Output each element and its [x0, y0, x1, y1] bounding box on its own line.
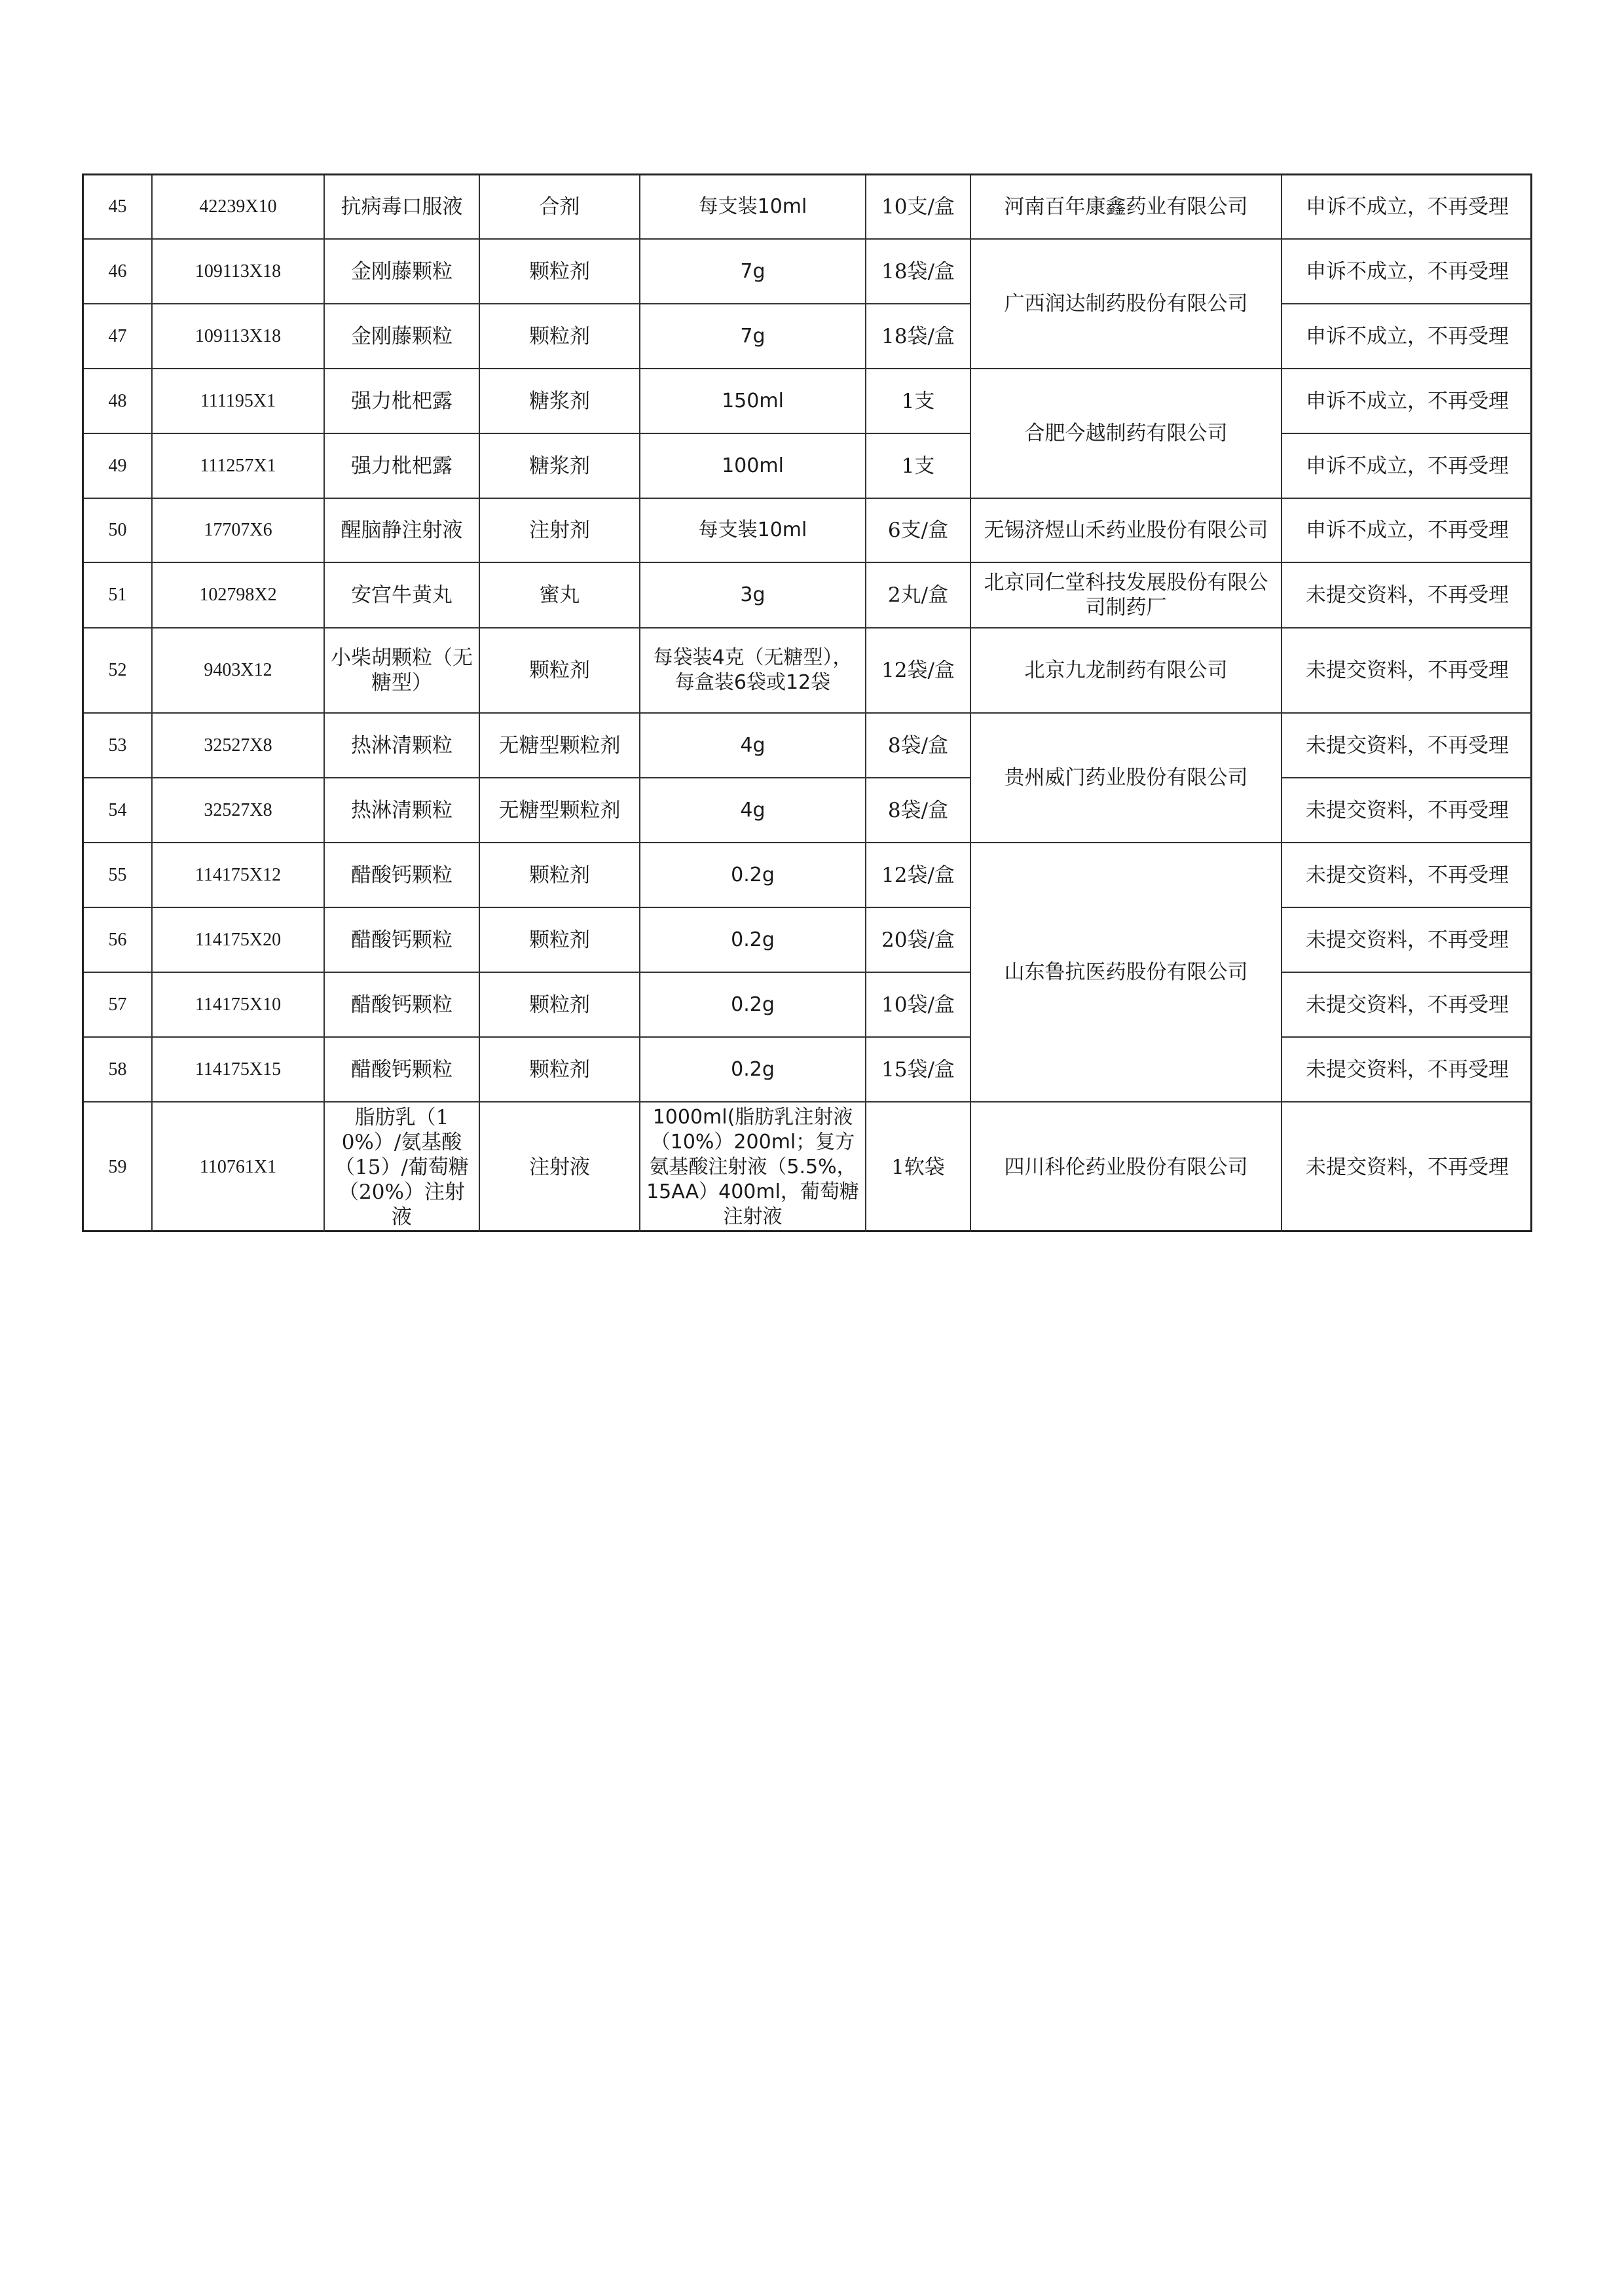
spec-text: 4g [740, 733, 766, 757]
pack-text: 1支 [901, 389, 935, 413]
form-text: 糖浆剂 [529, 454, 590, 478]
no-text: 46 [108, 261, 127, 282]
spec-text: 1000ml(脂肪乳注射液（10%）200ml；复方氨基酸注射液（5.5%，15AA）400ml，葡萄糖注射液 [646, 1106, 859, 1228]
company-text: 四川科伦药业股份有限公司 [1004, 1156, 1248, 1179]
name-text: 小柴胡颗粒（无糖型） [331, 646, 473, 695]
cell-form [480, 908, 640, 973]
name-text: 醋酸钙颗粒 [351, 928, 452, 952]
no-text: 48 [108, 390, 127, 411]
result-text: 申诉不成立，不再受理 [1306, 195, 1509, 219]
form-text: 颗粒剂 [529, 659, 590, 682]
cell-spec [640, 563, 866, 629]
cell-pack [866, 369, 971, 434]
result-text: 未提交资料，不再受理 [1306, 583, 1509, 607]
company-text: 北京九龙制药有限公司 [1024, 659, 1228, 682]
cell-result [1282, 778, 1532, 843]
cell-form [480, 778, 640, 843]
no-text: 54 [108, 799, 127, 820]
result-text: 未提交资料，不再受理 [1306, 659, 1509, 682]
name-text: 脂肪乳（10%）/氨基酸（15）/葡萄糖（20%）注射液 [335, 1106, 469, 1229]
cell-result [1282, 908, 1532, 973]
cell-spec [640, 1038, 866, 1102]
code-text: 114175X15 [194, 1059, 282, 1080]
cell-form [480, 843, 640, 908]
cell-no [84, 908, 153, 973]
code-text: 111195X1 [200, 390, 276, 411]
cell-code [153, 175, 325, 240]
cell-code [153, 563, 325, 629]
no-text: 51 [108, 585, 127, 605]
cell-form [480, 1038, 640, 1102]
spec-text: 7g [740, 259, 766, 283]
cell-pack [866, 843, 971, 908]
name-text: 强力枇杷露 [351, 389, 452, 413]
company-text: 河南百年康鑫药业有限公司 [1004, 195, 1248, 219]
form-text: 无糖型颗粒剂 [498, 798, 621, 822]
result-text: 未提交资料，不再受理 [1306, 798, 1509, 822]
cell-result [1282, 240, 1532, 304]
spec-text: 100ml [722, 454, 784, 477]
cell-name [325, 434, 480, 499]
cell-form [480, 434, 640, 499]
cell-pack [866, 434, 971, 499]
cell-spec [640, 434, 866, 499]
cell-form [480, 304, 640, 369]
cell-result [1282, 629, 1532, 714]
form-text: 颗粒剂 [529, 863, 590, 887]
cell-pack [866, 175, 971, 240]
no-text: 58 [108, 1059, 127, 1080]
form-text: 颗粒剂 [529, 993, 590, 1017]
spec-text: 150ml [722, 389, 784, 412]
no-text: 56 [108, 929, 127, 950]
pack-text: 1支 [901, 454, 935, 478]
cell-code [153, 304, 325, 369]
cell-pack [866, 1102, 971, 1232]
cell-spec [640, 778, 866, 843]
cell-code [153, 434, 325, 499]
no-text: 57 [108, 994, 127, 1015]
cell-no [84, 629, 153, 714]
cell-result [1282, 369, 1532, 434]
cell-spec [640, 843, 866, 908]
cell-spec [640, 369, 866, 434]
cell-form [480, 714, 640, 778]
code-text: 109113X18 [194, 261, 282, 282]
form-text: 注射剂 [529, 519, 590, 542]
cell-no [84, 499, 153, 563]
company-text: 广西润达制药股份有限公司 [1004, 292, 1248, 316]
code-text: 9403X12 [204, 660, 272, 680]
cell-pack [866, 240, 971, 304]
form-text: 蜜丸 [539, 583, 580, 607]
name-text: 醒脑静注射液 [341, 519, 463, 542]
cell-name [325, 778, 480, 843]
code-text: 17707X6 [204, 520, 272, 540]
cell-company [971, 629, 1282, 714]
result-text: 申诉不成立，不再受理 [1306, 454, 1509, 478]
no-text: 55 [108, 864, 127, 885]
cell-name [325, 240, 480, 304]
cell-name [325, 369, 480, 434]
cell-no [84, 434, 153, 499]
cell-spec [640, 1102, 866, 1232]
cell-no [84, 973, 153, 1038]
pack-text: 10支/盒 [881, 195, 955, 219]
cell-code [153, 973, 325, 1038]
cell-pack [866, 973, 971, 1038]
spec-text: 每袋装4克（无糖型），每盒装6袋或12袋 [653, 646, 853, 694]
drug-appeal-table [82, 173, 1532, 1232]
form-text: 注射液 [529, 1156, 590, 1179]
no-text: 52 [108, 660, 127, 680]
code-text: 114175X20 [194, 929, 282, 950]
cell-result [1282, 499, 1532, 563]
cell-company [971, 563, 1282, 629]
result-text: 未提交资料，不再受理 [1306, 1156, 1509, 1179]
spec-text: 7g [740, 324, 766, 348]
cell-form [480, 629, 640, 714]
cell-spec [640, 714, 866, 778]
spec-text: 0.2g [731, 928, 775, 951]
cell-pack [866, 563, 971, 629]
spec-text: 每支装10ml [698, 519, 807, 541]
result-text: 未提交资料，不再受理 [1306, 733, 1509, 757]
cell-code [153, 714, 325, 778]
no-text: 47 [108, 325, 127, 346]
no-text: 59 [108, 1157, 127, 1177]
name-text: 金刚藤颗粒 [351, 324, 452, 348]
form-text: 颗粒剂 [529, 1057, 590, 1082]
cell-spec [640, 499, 866, 563]
code-text: 109113X18 [194, 325, 282, 346]
result-text: 申诉不成立，不再受理 [1306, 389, 1509, 413]
code-text: 114175X10 [194, 994, 282, 1015]
cell-result [1282, 973, 1532, 1038]
cell-spec [640, 304, 866, 369]
pack-text: 18袋/盒 [881, 259, 955, 283]
cell-result [1282, 434, 1532, 499]
pack-text: 18袋/盒 [881, 324, 955, 348]
pack-text: 2丸/盒 [887, 583, 949, 607]
cell-result [1282, 304, 1532, 369]
pack-text: 8袋/盒 [887, 733, 949, 757]
cell-result [1282, 843, 1532, 908]
cell-code [153, 499, 325, 563]
cell-spec [640, 240, 866, 304]
cell-no [84, 563, 153, 629]
cell-code [153, 629, 325, 714]
cell-code [153, 778, 325, 843]
name-text: 醋酸钙颗粒 [351, 1057, 452, 1082]
cell-result [1282, 1038, 1532, 1102]
pack-text: 20袋/盒 [881, 928, 955, 952]
result-text: 申诉不成立，不再受理 [1306, 324, 1509, 348]
cell-no [84, 175, 153, 240]
cell-company [971, 714, 1282, 843]
cell-pack [866, 714, 971, 778]
cell-code [153, 369, 325, 434]
cell-pack [866, 629, 971, 714]
cell-company [971, 240, 1282, 369]
cell-spec [640, 175, 866, 240]
cell-name [325, 304, 480, 369]
cell-form [480, 369, 640, 434]
cell-form [480, 499, 640, 563]
cell-name [325, 1102, 480, 1232]
cell-form [480, 240, 640, 304]
spec-text: 每支装10ml [698, 195, 807, 218]
cell-form [480, 563, 640, 629]
cell-company [971, 369, 1282, 499]
pack-text: 12袋/盒 [881, 659, 955, 682]
spec-text: 0.2g [731, 993, 775, 1016]
pack-text: 12袋/盒 [881, 863, 955, 887]
pack-text: 8袋/盒 [887, 798, 949, 822]
code-text: 102798X2 [199, 585, 277, 605]
cell-no [84, 369, 153, 434]
cell-pack [866, 499, 971, 563]
company-text: 贵州威门药业股份有限公司 [1004, 766, 1248, 790]
cell-pack [866, 304, 971, 369]
cell-code [153, 908, 325, 973]
cell-company [971, 499, 1282, 563]
code-text: 111257X1 [200, 455, 276, 476]
cell-pack [866, 908, 971, 973]
code-text: 42239X10 [199, 196, 277, 217]
cell-no [84, 1038, 153, 1102]
cell-name [325, 175, 480, 240]
cell-form [480, 973, 640, 1038]
cell-name [325, 629, 480, 714]
cell-no [84, 778, 153, 843]
result-text: 未提交资料，不再受理 [1306, 863, 1509, 887]
company-text: 无锡济煜山禾药业股份有限公司 [984, 519, 1268, 542]
form-text: 合剂 [539, 195, 580, 219]
cell-result [1282, 563, 1532, 629]
pack-text: 15袋/盒 [881, 1057, 955, 1082]
cell-code [153, 240, 325, 304]
cell-no [84, 714, 153, 778]
company-text: 山东鲁抗医药股份有限公司 [1004, 960, 1248, 984]
name-text: 金刚藤颗粒 [351, 259, 452, 283]
code-text: 32527X8 [204, 799, 272, 820]
result-text: 申诉不成立，不再受理 [1306, 519, 1509, 542]
no-text: 53 [108, 735, 127, 756]
cell-company [971, 1102, 1282, 1232]
cell-name [325, 973, 480, 1038]
cell-name [325, 563, 480, 629]
cell-no [84, 1102, 153, 1232]
spec-text: 0.2g [731, 1057, 775, 1081]
cell-form [480, 175, 640, 240]
cell-name [325, 714, 480, 778]
name-text: 醋酸钙颗粒 [351, 863, 452, 887]
company-text: 北京同仁堂科技发展股份有限公司制药厂 [984, 571, 1268, 619]
no-text: 49 [108, 455, 127, 476]
cell-name [325, 908, 480, 973]
form-text: 颗粒剂 [529, 928, 590, 952]
cell-result [1282, 175, 1532, 240]
cell-spec [640, 908, 866, 973]
spec-text: 4g [740, 798, 766, 822]
result-text: 未提交资料，不再受理 [1306, 993, 1509, 1017]
pack-text: 1软袋 [891, 1156, 945, 1179]
name-text: 热淋清颗粒 [351, 733, 452, 757]
cell-pack [866, 1038, 971, 1102]
form-text: 颗粒剂 [529, 259, 590, 283]
name-text: 安宫牛黄丸 [351, 583, 452, 607]
code-text: 110761X1 [199, 1157, 277, 1177]
name-text: 热淋清颗粒 [351, 798, 452, 822]
form-text: 颗粒剂 [529, 324, 590, 348]
no-text: 45 [108, 196, 127, 217]
cell-code [153, 1102, 325, 1232]
result-text: 未提交资料，不再受理 [1306, 1057, 1509, 1082]
cell-name [325, 499, 480, 563]
spec-text: 0.2g [731, 863, 775, 886]
form-text: 糖浆剂 [529, 389, 590, 413]
cell-spec [640, 629, 866, 714]
result-text: 未提交资料，不再受理 [1306, 928, 1509, 952]
cell-no [84, 240, 153, 304]
pack-text: 6支/盒 [887, 519, 949, 542]
name-text: 强力枇杷露 [351, 454, 452, 478]
cell-code [153, 843, 325, 908]
name-text: 抗病毒口服液 [341, 195, 463, 219]
spec-text: 3g [740, 583, 766, 606]
cell-no [84, 843, 153, 908]
cell-no [84, 304, 153, 369]
code-text: 32527X8 [204, 735, 272, 756]
form-text: 无糖型颗粒剂 [498, 733, 621, 757]
code-text: 114175X12 [194, 864, 282, 885]
cell-code [153, 1038, 325, 1102]
cell-pack [866, 778, 971, 843]
name-text: 醋酸钙颗粒 [351, 993, 452, 1017]
cell-name [325, 1038, 480, 1102]
cell-name [325, 843, 480, 908]
no-text: 50 [108, 520, 127, 540]
company-text: 合肥今越制药有限公司 [1024, 422, 1228, 445]
cell-company [971, 843, 1282, 1102]
cell-result [1282, 714, 1532, 778]
cell-spec [640, 973, 866, 1038]
cell-company [971, 175, 1282, 240]
pack-text: 10袋/盒 [881, 993, 955, 1017]
cell-result [1282, 1102, 1532, 1232]
result-text: 申诉不成立，不再受理 [1306, 259, 1509, 283]
cell-form [480, 1102, 640, 1232]
